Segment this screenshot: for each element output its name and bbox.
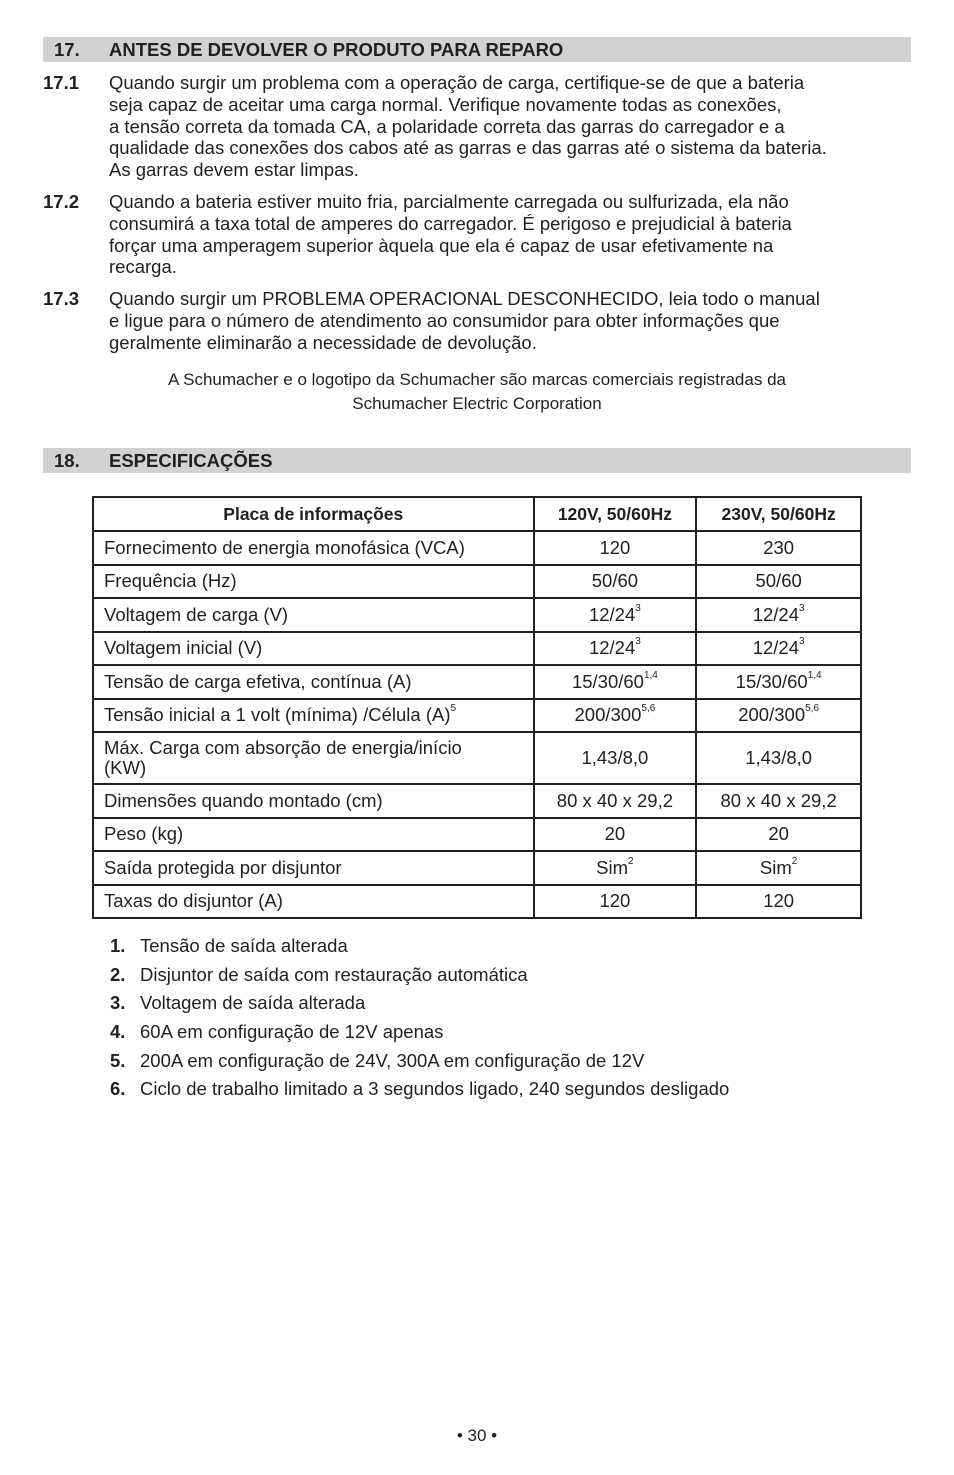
section-17-number: 17. xyxy=(54,39,80,60)
spec-value-230v xyxy=(696,784,861,818)
spec-label: Tensão de carga efetiva, contínua (A) xyxy=(104,670,412,692)
spec-value-230v xyxy=(696,665,861,699)
spec-value-120v xyxy=(534,598,697,632)
spec-value: 12/24 xyxy=(752,603,799,625)
footnote-text: 200A em configuração de 24V, 300A em configuração de 12V xyxy=(140,1049,645,1071)
spec-label-cell xyxy=(93,598,534,632)
section-17-header xyxy=(43,37,911,62)
spec-value: 120 xyxy=(599,890,631,912)
table-row xyxy=(93,531,861,565)
spec-value-120v xyxy=(534,665,697,699)
footnote-ref: 3 xyxy=(799,636,805,648)
spec-label-continued: (KW) xyxy=(104,757,147,778)
spec-label-cell xyxy=(93,885,534,919)
footnote-number: 6. xyxy=(110,1078,126,1100)
section-18-number: 18. xyxy=(54,450,80,471)
section-17-title: ANTES DE DEVOLVER O PRODUTO PARA REPARO xyxy=(109,39,564,60)
spec-label-cell xyxy=(93,565,534,599)
spec-label: Saída protegida por disjuntor xyxy=(104,856,342,878)
spec-value: Sim xyxy=(596,856,629,878)
spec-value: 200/300 xyxy=(574,704,642,726)
spec-value: 120 xyxy=(599,536,631,558)
paragraph-17-3 xyxy=(43,288,913,353)
spec-label-cell xyxy=(93,632,534,666)
table-row xyxy=(93,784,861,818)
spec-value: 50/60 xyxy=(591,570,639,592)
footnote-ref: 5,6 xyxy=(805,703,820,715)
table-row xyxy=(93,885,861,919)
footnotes-list xyxy=(110,934,729,1106)
spec-value: 1,43/8,0 xyxy=(745,747,813,768)
footnote-text: Voltagem de saída alterada xyxy=(140,992,366,1014)
spec-label: Voltagem inicial (V) xyxy=(104,637,263,659)
spec-value-230v xyxy=(696,699,861,733)
footnote-number: 5. xyxy=(110,1049,126,1071)
table-row xyxy=(93,818,861,852)
paragraph-line: As garras devem estar limpas. xyxy=(109,159,359,181)
footnote-number: 4. xyxy=(110,1021,126,1043)
spec-value-120v xyxy=(534,531,697,565)
trademark-notice xyxy=(0,368,954,415)
paragraph-number: 17.1 xyxy=(43,72,80,93)
spec-label-cell xyxy=(93,818,534,852)
spec-value: 1,43/8,0 xyxy=(581,747,649,768)
table-header-row xyxy=(93,497,861,531)
spec-label: Frequência (Hz) xyxy=(104,570,237,592)
paragraph-line: qualidade das conexões dos cabos até as garras e das garras até o sistema da bateria. xyxy=(109,137,827,159)
spec-value: 200/300 xyxy=(738,704,806,726)
footnote-number: 3. xyxy=(110,992,126,1014)
spec-value-120v xyxy=(534,632,697,666)
spec-value-230v xyxy=(696,598,861,632)
spec-value: 230 xyxy=(763,536,795,558)
spec-label: Voltagem de carga (V) xyxy=(104,603,289,625)
spec-value-120v xyxy=(534,851,697,885)
spec-value: 20 xyxy=(768,823,789,845)
spec-value: 15/30/60 xyxy=(735,670,808,692)
paragraph-line: Quando surgir um problema com a operação de carga, certifique-se de que a bateria xyxy=(109,72,805,93)
table-row xyxy=(93,699,861,733)
spec-label: Fornecimento de energia monofásica (VCA) xyxy=(104,536,465,558)
spec-value-230v xyxy=(696,885,861,919)
spec-label-cell xyxy=(93,665,534,699)
table-row xyxy=(93,665,861,699)
spec-label-cell xyxy=(93,851,534,885)
column-header: Placa de informações xyxy=(93,497,534,531)
footnote-number: 1. xyxy=(110,935,126,956)
section-18-title: ESPECIFICAÇÕES xyxy=(109,450,273,471)
footnote-ref: 3 xyxy=(799,602,805,614)
paragraph-line: a tensão correta da tomada CA, a polaridade correta das garras do carregador e a xyxy=(109,115,785,137)
spec-value: 12/24 xyxy=(752,637,799,659)
spec-label: Taxas do disjuntor (A) xyxy=(104,890,283,912)
spec-value-120v xyxy=(534,818,697,852)
spec-value: 80 x 40 x 29,2 xyxy=(556,789,674,811)
spec-value: 15/30/60 xyxy=(571,670,644,692)
footnote-ref: 5 xyxy=(450,703,457,715)
footnote-text: 60A em configuração de 12V apenas xyxy=(140,1021,444,1043)
spec-value-230v xyxy=(696,565,861,599)
column-header: 120V, 50/60Hz xyxy=(534,497,697,531)
table-row xyxy=(93,598,861,632)
spec-value: 120 xyxy=(763,890,795,912)
spec-label: Peso (kg) xyxy=(104,823,184,845)
footnote-ref: 3 xyxy=(635,602,641,614)
paragraph-line: forçar uma amperagem superior àquela que ela é capaz de usar efetivamente na xyxy=(109,234,774,256)
section-18-header xyxy=(43,448,911,473)
footnote-ref: 2 xyxy=(791,855,798,867)
footnote-item xyxy=(110,1077,729,1106)
footnote-text: Ciclo de trabalho limitado a 3 segundos ligado, 240 segundos desligado xyxy=(140,1078,730,1100)
spec-value-120v xyxy=(534,732,697,784)
spec-value: 80 x 40 x 29,2 xyxy=(720,789,837,811)
table-row xyxy=(93,632,861,666)
spec-value: Sim xyxy=(759,856,792,878)
spec-label-cell xyxy=(93,699,534,733)
footnote-item xyxy=(110,1049,729,1078)
spec-value-120v xyxy=(534,699,697,733)
spec-value-120v xyxy=(534,565,697,599)
spec-value-120v xyxy=(534,885,697,919)
spec-value-230v xyxy=(696,851,861,885)
spec-value: 50/60 xyxy=(755,570,802,592)
paragraph-number: 17.3 xyxy=(43,288,80,309)
paragraph-line: e ligue para o número de atendimento ao consumidor para obter informações que xyxy=(109,309,780,331)
footnote-ref: 1,4 xyxy=(807,669,822,681)
spec-label: Tensão inicial a 1 volt (mínima) /Célula (A) xyxy=(104,704,451,726)
spec-value-230v xyxy=(696,531,861,565)
spec-label: Dimensões quando montado (cm) xyxy=(104,789,383,811)
spec-label: Máx. Carga com absorção de energia/início xyxy=(104,737,462,758)
paragraph-number: 17.2 xyxy=(43,191,80,212)
footnote-text: Tensão de saída alterada xyxy=(140,935,348,956)
paragraph-line: Quando a bateria estiver muito fria, parcialmente carregada ou sulfurizada, ela não xyxy=(109,191,789,212)
footnote-ref: 5,6 xyxy=(641,703,656,715)
footnote-ref: 3 xyxy=(635,636,641,648)
paragraph-line: seja capaz de aceitar uma carga normal. Verifique novamente todas as conexões, xyxy=(109,93,782,115)
spec-value-230v xyxy=(696,732,861,784)
table-row xyxy=(93,851,861,885)
footnote-item xyxy=(110,934,729,963)
footnote-ref: 1,4 xyxy=(643,669,658,681)
spec-value-230v xyxy=(696,818,861,852)
paragraph-line: recarga. xyxy=(109,256,177,278)
paragraph-line: Quando surgir um PROBLEMA OPERACIONAL DESCONHECIDO, leia todo o manual xyxy=(109,288,820,309)
footnote-number: 2. xyxy=(110,963,126,985)
trademark-line: A Schumacher e o logotipo da Schumacher são marcas comerciais registradas da xyxy=(168,370,786,389)
footnote-text: Disjuntor de saída com restauração automática xyxy=(140,963,528,985)
paragraph-line: geralmente eliminarão a necessidade de devolução. xyxy=(109,331,537,353)
footnote-item xyxy=(110,963,729,992)
spec-label-cell xyxy=(93,531,534,565)
page-number: • 30 • xyxy=(456,1426,498,1445)
paragraph-line: consumirá a taxa total de amperes do carregador. É perigoso e prejudicial à bateria xyxy=(109,212,792,234)
footnote-item xyxy=(110,1020,729,1049)
footnote-item xyxy=(110,991,729,1020)
spec-value-120v xyxy=(534,784,697,818)
spec-value: 12/24 xyxy=(588,637,636,659)
table-row xyxy=(93,732,861,784)
footnote-ref: 2 xyxy=(628,855,634,867)
trademark-line: Schumacher Electric Corporation xyxy=(352,393,602,413)
spec-label-cell xyxy=(93,732,534,784)
spec-value: 12/24 xyxy=(588,603,636,625)
paragraph-17-1 xyxy=(43,72,913,181)
spec-label-cell xyxy=(93,784,534,818)
column-header: 230V, 50/60Hz xyxy=(696,497,861,531)
specifications-table xyxy=(92,496,862,919)
table-row xyxy=(93,565,861,599)
spec-value: 20 xyxy=(604,823,626,845)
paragraph-17-2 xyxy=(43,191,913,278)
spec-value-230v xyxy=(696,632,861,666)
